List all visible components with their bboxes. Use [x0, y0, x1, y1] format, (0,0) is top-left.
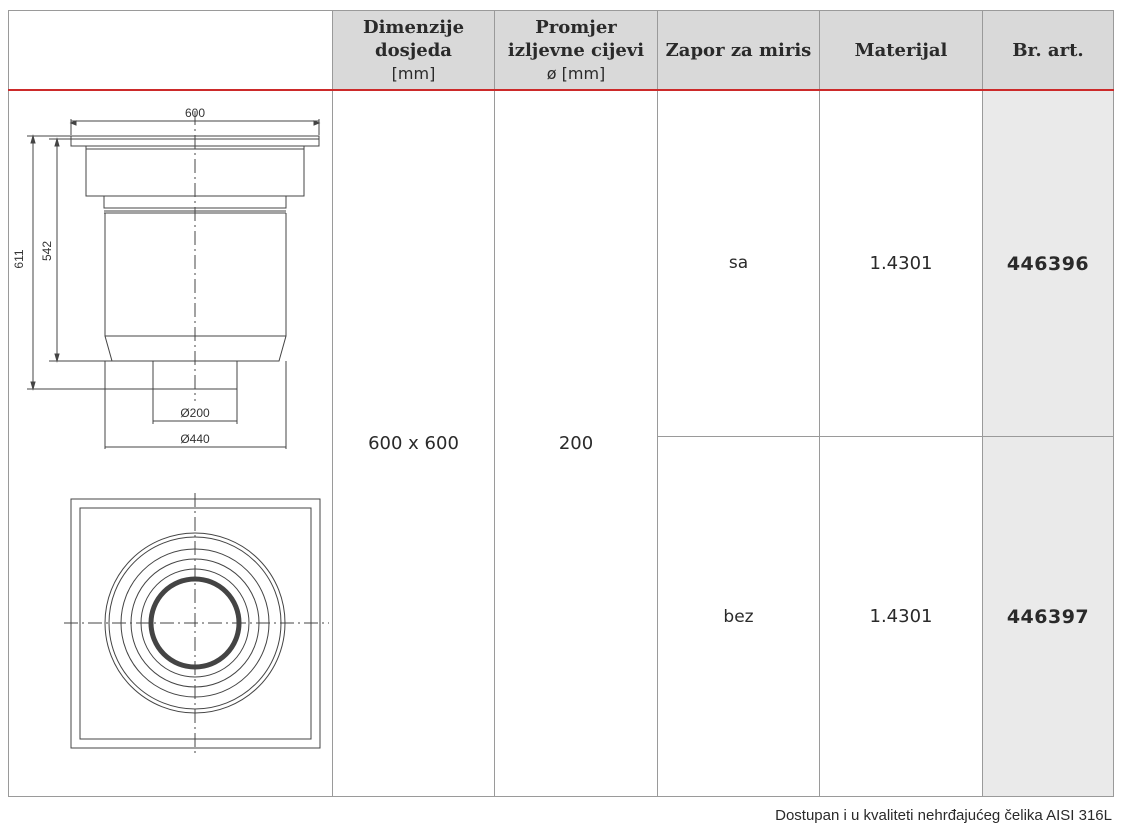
body-height-label: 542 — [40, 240, 54, 262]
product-table — [8, 10, 1114, 797]
top-view-drawing — [64, 493, 329, 755]
table-header-row — [9, 11, 1114, 91]
header-dimensions-title: Dimenzije dosjeda — [362, 16, 465, 61]
table-row — [9, 90, 1114, 437]
header-dimensions-unit: [mm] — [391, 63, 436, 83]
header-material: Materijal — [820, 11, 983, 91]
header-pipe-title: Promjer izljevne cijevi — [507, 16, 645, 61]
pipe-diameter-cell: 200 — [495, 90, 658, 797]
side-view-drawing — [27, 111, 319, 449]
technical-drawing-cell — [9, 90, 333, 797]
header-article: Br. art. — [983, 11, 1114, 91]
article-number-cell: 446397 — [983, 437, 1114, 797]
technical-drawing — [9, 91, 333, 791]
header-blank-cell — [9, 11, 333, 91]
outlet-diameter-label: Ø200 — [180, 406, 210, 420]
body-diameter-label: Ø440 — [180, 432, 210, 446]
total-height-label: 611 — [12, 249, 26, 269]
material-cell: 1.4301 — [820, 90, 983, 437]
article-number-cell: 446396 — [983, 90, 1114, 437]
trap-cell: sa — [658, 90, 820, 437]
footer-note: Dostupan i u kvaliteti nehrđajućeg čelika AISI 316L — [775, 807, 1112, 824]
material-cell: 1.4301 — [820, 437, 983, 797]
header-dimensions — [333, 11, 495, 91]
trap-cell: bez — [658, 437, 820, 797]
header-trap: Zapor za miris — [658, 11, 820, 91]
dimension-cell: 600 x 600 — [333, 90, 495, 797]
header-pipe-unit: ø [mm] — [546, 63, 606, 83]
width-dimension-label: 600 — [184, 106, 206, 120]
header-pipe-diameter — [495, 11, 658, 91]
